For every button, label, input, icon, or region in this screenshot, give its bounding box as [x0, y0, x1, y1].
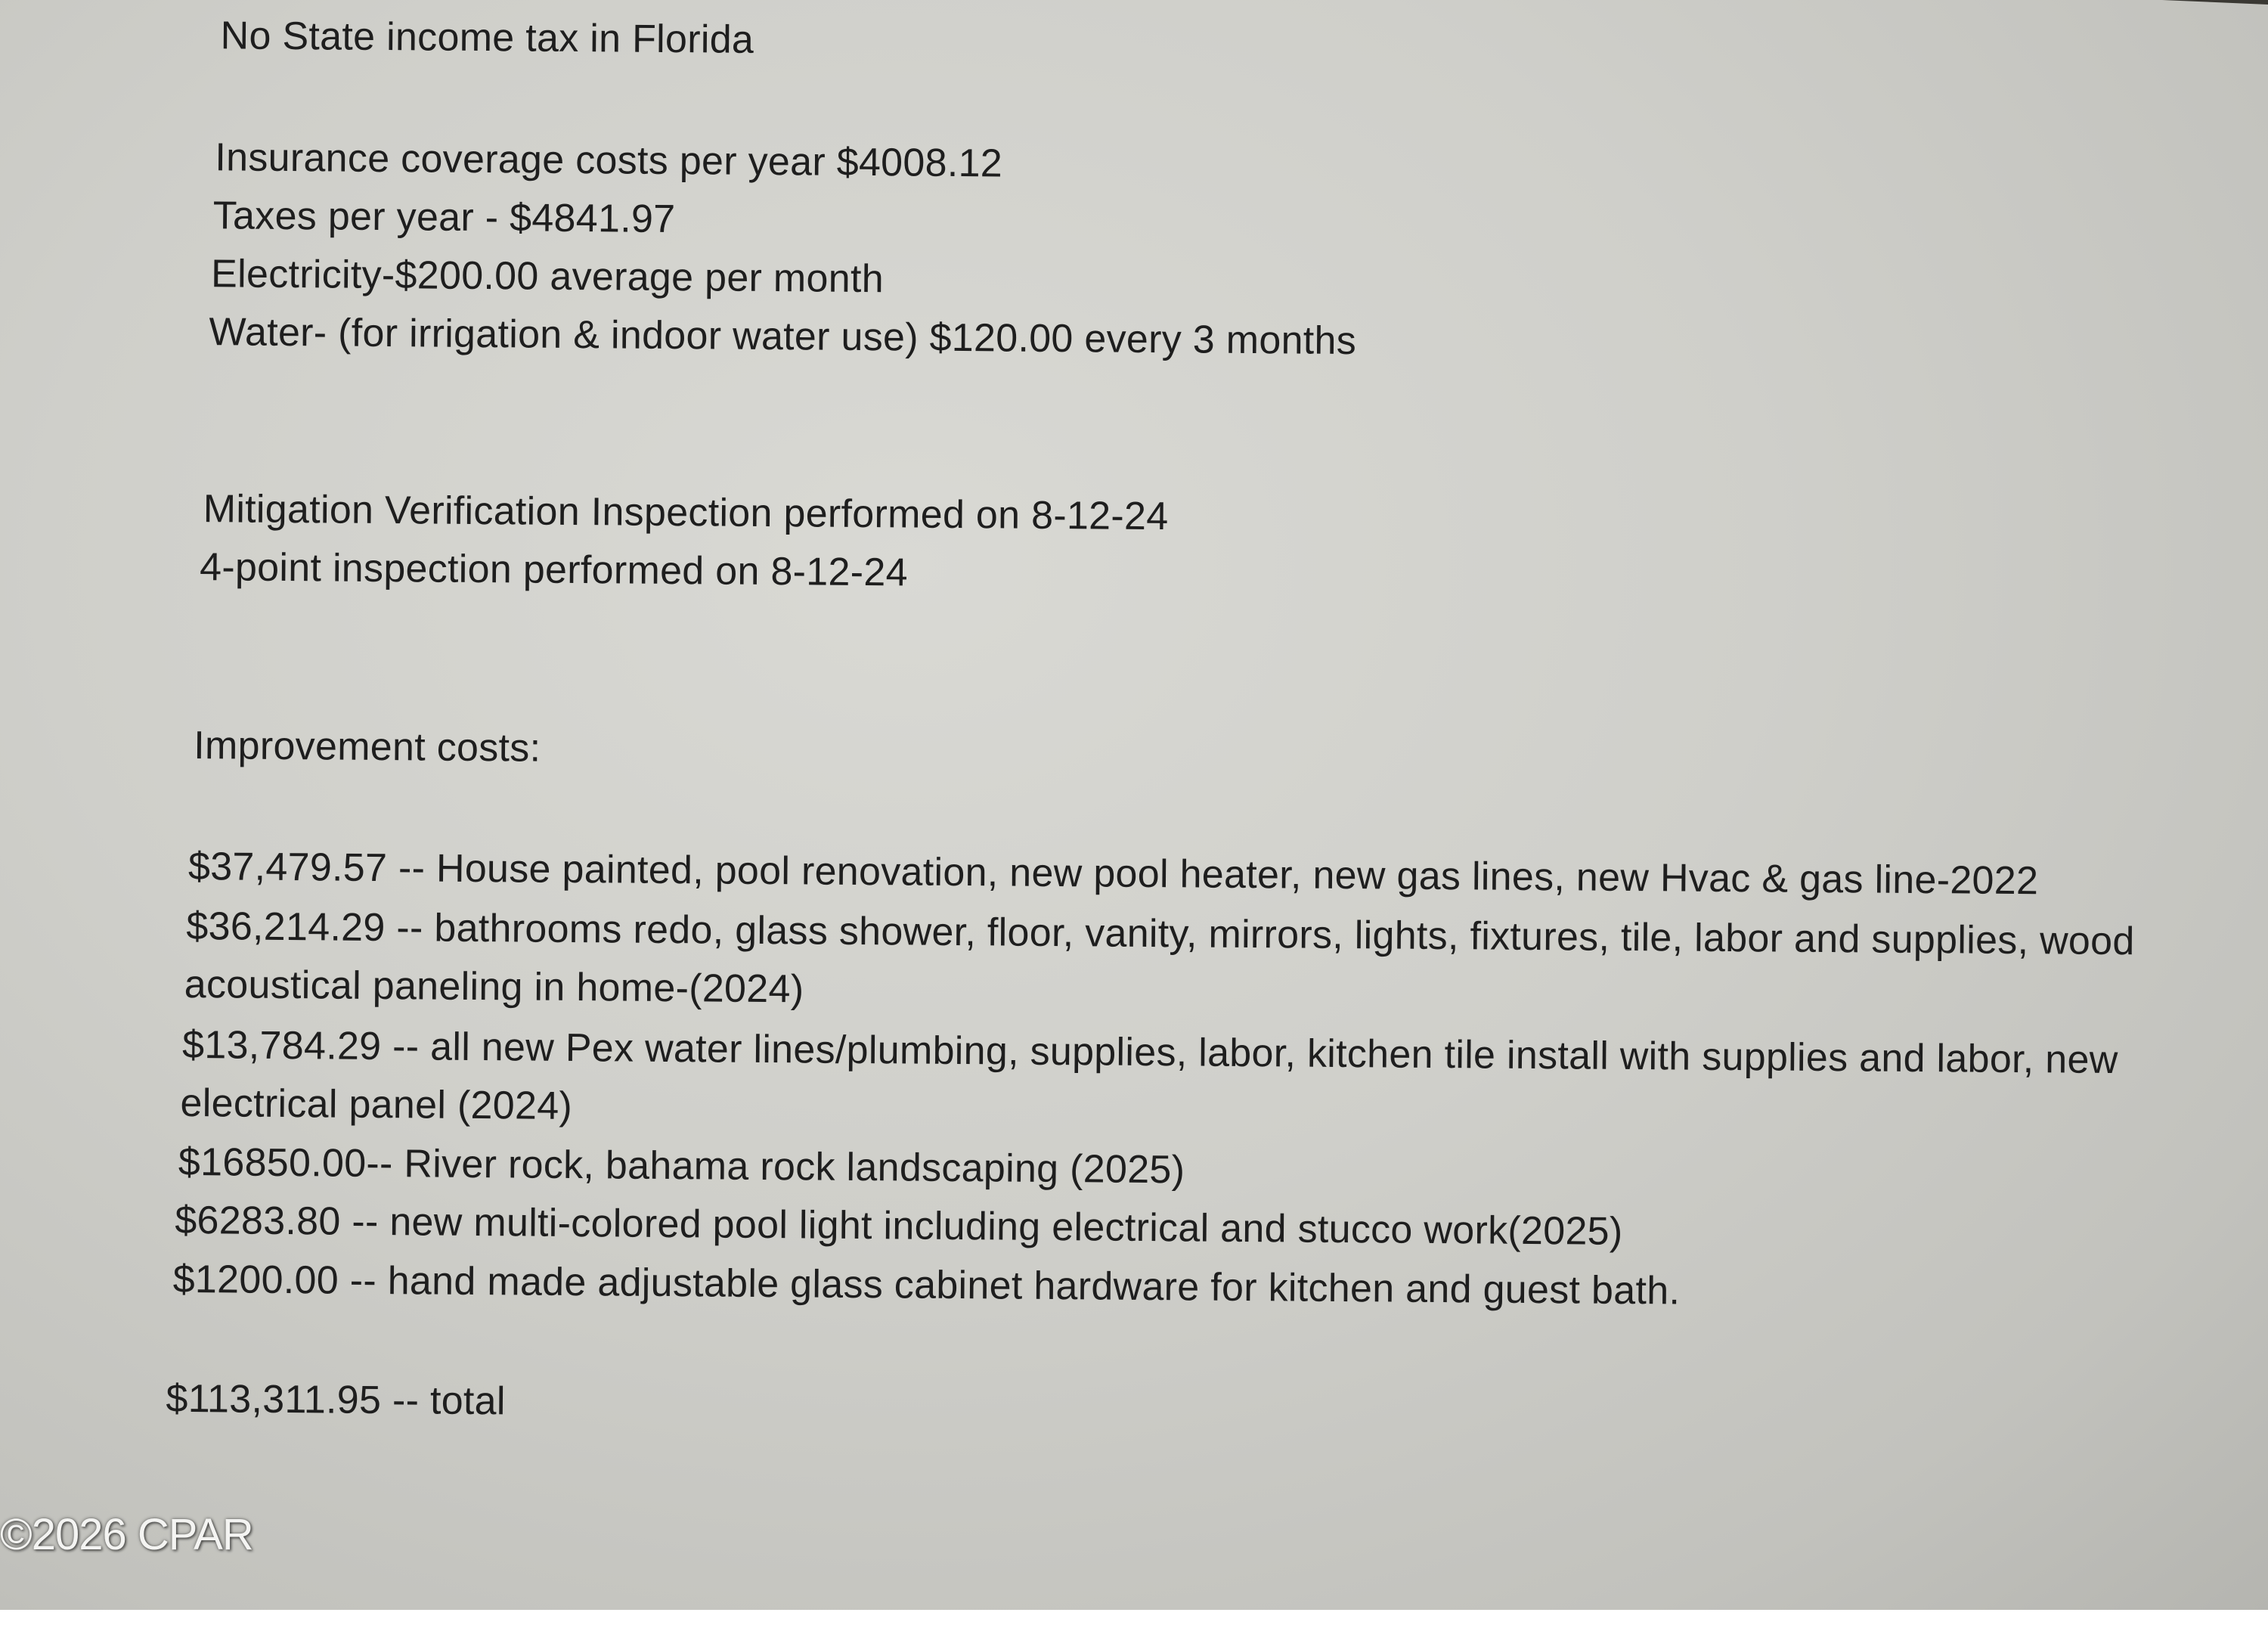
- heading-no-state-income-tax: No State income tax in Florida: [220, 14, 754, 62]
- improvement-item-5: $6283.80 -- new multi-colored pool light including electrical and stucco work(2025): [175, 1198, 1623, 1254]
- improvement-item-2-line-2: acoustical paneling in home-(2024): [184, 962, 804, 1012]
- insurance-cost-line: Insurance coverage costs per year $4008.12: [215, 135, 1003, 186]
- taxes-line: Taxes per year - $4841.97: [212, 194, 676, 242]
- improvement-item-4: $16850.00-- River rock, bahama rock landscaping (2025): [178, 1140, 1185, 1192]
- four-point-inspection-line: 4-point inspection performed on 8-12-24: [199, 545, 909, 595]
- improvement-item-2-line-1: $36,214.29 -- bathrooms redo, glass shower, floor, vanity, mirrors, lights, fixtures, tile, labor and supplies, wood: [186, 904, 2135, 964]
- water-line: Water- (for irrigation & indoor water use) $120.00 every 3 months: [209, 310, 1357, 364]
- electricity-line: Electricity-$200.00 average per month: [210, 252, 885, 302]
- improvement-item-3-line-2: electrical panel (2024): [180, 1081, 573, 1128]
- copyright-watermark: ©2026 CPAR: [0, 1510, 253, 1559]
- mitigation-inspection-line: Mitigation Verification Inspection performed on 8-12-24: [203, 487, 1169, 539]
- improvements-total: $113,311.95 -- total: [166, 1376, 506, 1424]
- improvement-item-6: $1200.00 -- hand made adjustable glass cabinet hardware for kitchen and guest bath.: [172, 1257, 1681, 1313]
- improvements-heading: Improvement costs:: [194, 724, 541, 771]
- improvement-item-1: $37,479.57 -- House painted, pool renovation, new pool heater, new gas lines, new Hvac & gas line-2022: [187, 844, 2039, 904]
- improvement-item-3-line-1: $13,784.29 -- all new Pex water lines/plumbing, supplies, labor, kitchen tile install with supplies and labor, new: [181, 1022, 2118, 1083]
